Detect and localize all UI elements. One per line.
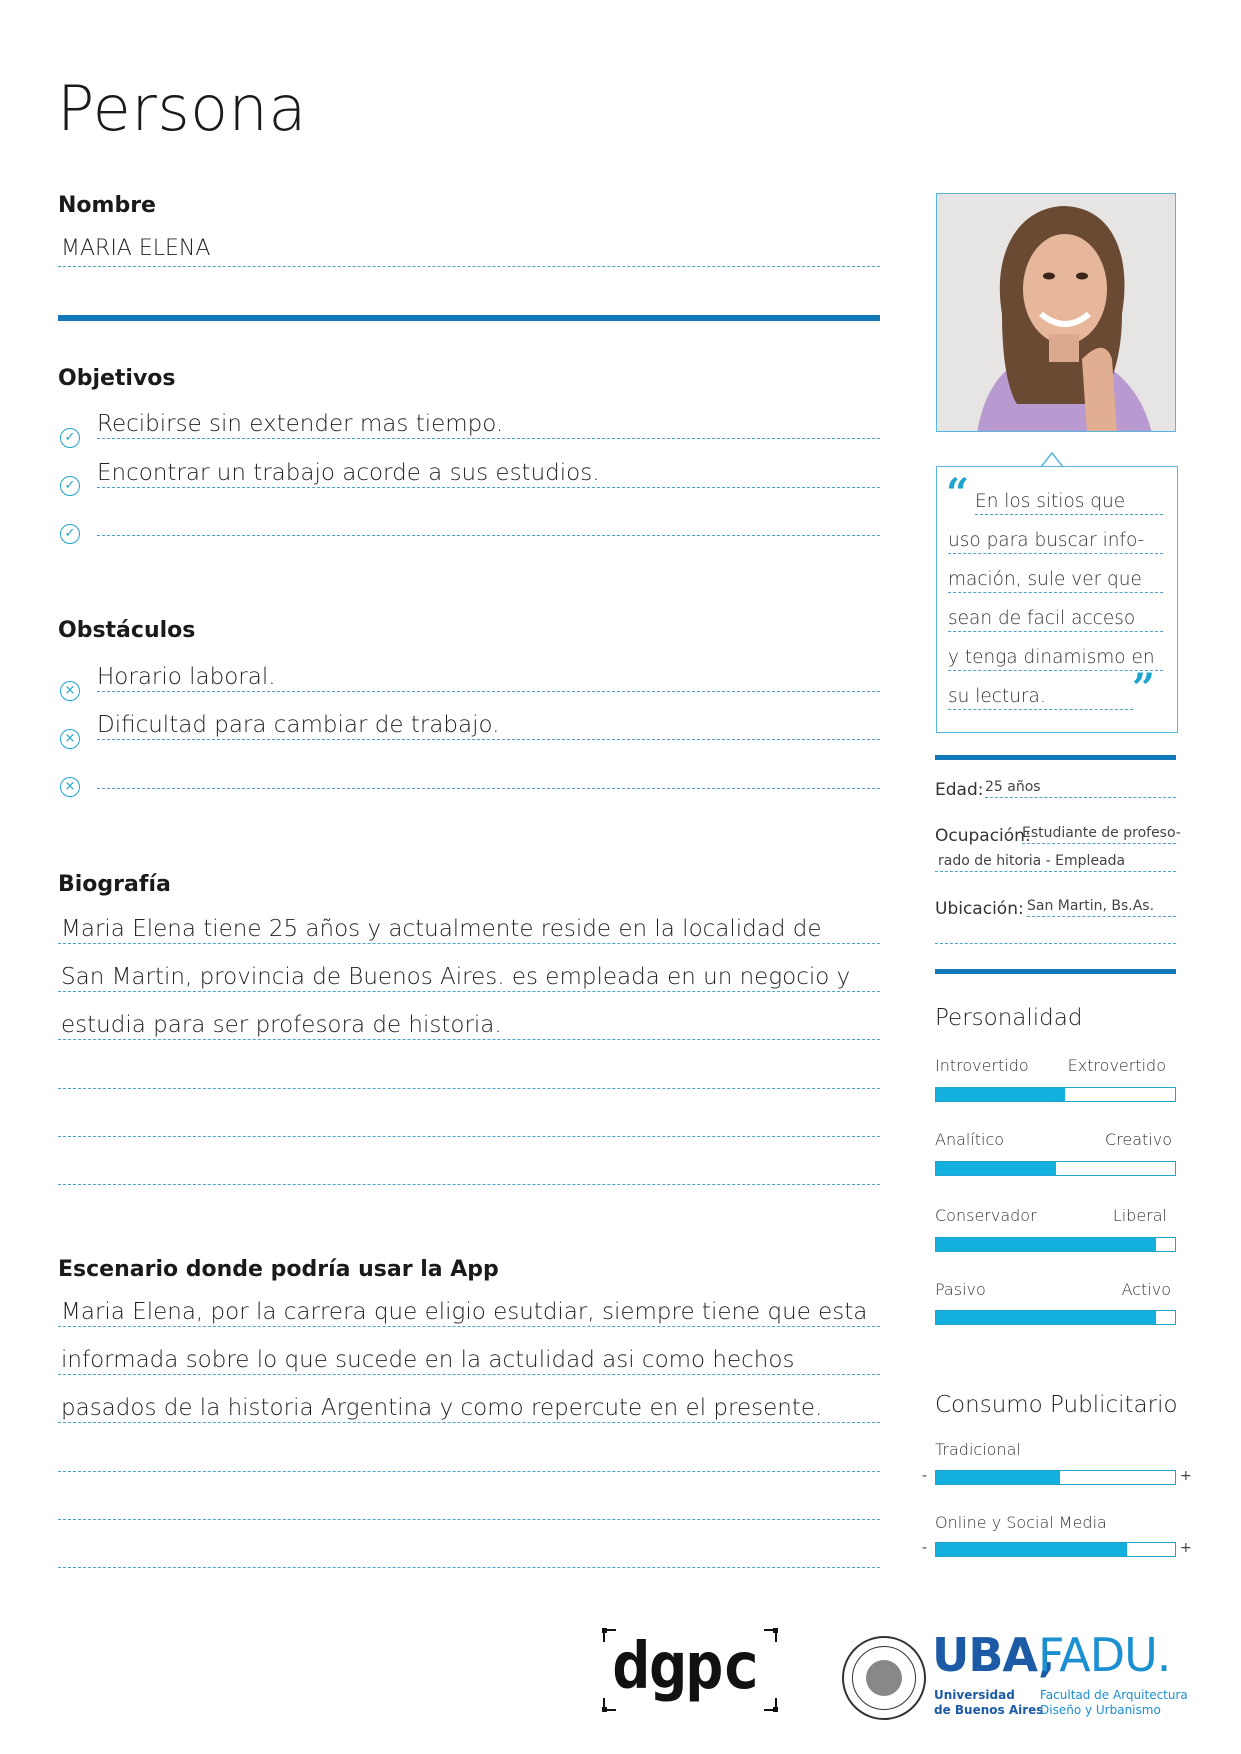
objetivos-label: Objetivos	[58, 366, 176, 391]
uba-wordmark: UBA,	[932, 1628, 1055, 1682]
slider-fill	[936, 1088, 1065, 1101]
minus-sign: -	[922, 1540, 928, 1556]
personality-slider[interactable]	[935, 1310, 1176, 1325]
nombre-field[interactable]	[58, 232, 880, 267]
escenario-line[interactable]	[58, 1441, 880, 1472]
plus-sign: +	[1180, 1468, 1192, 1484]
escenario-line[interactable]	[58, 1344, 880, 1375]
consumo-label: Online y Social Media	[935, 1513, 1107, 1532]
objetivo-field-3[interactable]	[97, 505, 880, 536]
quote-line	[948, 683, 1133, 710]
obstaculos-label: Obstáculos	[58, 618, 196, 643]
personality-slider[interactable]	[935, 1237, 1176, 1252]
fadu-wordmark: FADU.	[1038, 1628, 1171, 1682]
datos-bottom-bar	[935, 969, 1176, 974]
obstaculo-field-2[interactable]	[97, 709, 880, 740]
escenario-line[interactable]	[58, 1489, 880, 1520]
portrait-image	[937, 194, 1176, 432]
datos-top-bar	[935, 755, 1176, 760]
biografia-text: estudia para ser profesora de historia.	[61, 1012, 502, 1038]
ubicacion-field[interactable]	[1027, 896, 1176, 917]
edad-label: Edad:	[935, 780, 984, 800]
ubicacion-field-2[interactable]	[935, 923, 1176, 944]
biografia-text: Maria Elena tiene 25 años y actualmente reside en la localidad de	[61, 916, 822, 942]
objetivo-field-2[interactable]	[97, 457, 880, 488]
personalidad-title: Personalidad	[935, 1005, 1083, 1031]
obstaculo-text: Horario laboral.	[97, 664, 276, 690]
fadu-subtitle: Facultad de Arquitectura	[1040, 1688, 1188, 1702]
escenario-text: pasados de la historia Argentina y como repercute en el presente.	[61, 1395, 823, 1421]
minus-sign: -	[922, 1468, 928, 1484]
ocupacion-value: Estudiante de profeso-	[1022, 825, 1181, 841]
persona-photo	[936, 193, 1176, 432]
quote-text: mación, sule ver que	[948, 569, 1142, 590]
dgpc-text: dgpc	[612, 1630, 759, 1704]
biografia-line[interactable]	[58, 1154, 880, 1185]
biografia-line[interactable]	[58, 961, 880, 992]
biografia-line[interactable]	[58, 913, 880, 944]
objetivo-text: Recibirse sin extender mas tiempo.	[97, 411, 504, 437]
personality-slider[interactable]	[935, 1161, 1176, 1176]
scale-right-label: Creativo	[1104, 1130, 1172, 1149]
ocupacion-field[interactable]	[1022, 823, 1181, 844]
escenario-line[interactable]	[58, 1296, 880, 1327]
page-title: Persona	[57, 72, 307, 145]
consumo-label: Tradicional	[935, 1440, 1021, 1459]
obstaculo-field-1[interactable]	[97, 661, 880, 692]
check-icon: ✓	[60, 476, 80, 496]
ubicacion-value: San Martin, Bs.As.	[1027, 898, 1155, 914]
obstaculo-field-3[interactable]	[97, 758, 880, 789]
quote-line	[948, 527, 1163, 554]
biografia-line[interactable]	[58, 1009, 880, 1040]
slider-fill	[936, 1311, 1156, 1324]
consumo-title: Consumo Publicitario	[935, 1392, 1178, 1418]
scale-right-label: Liberal	[1112, 1206, 1167, 1225]
uba-subtitle: de Buenos Aires	[934, 1703, 1044, 1717]
ocupacion-label: Ocupación:	[935, 826, 1031, 846]
divider-bar	[58, 315, 880, 321]
objetivo-field-1[interactable]	[97, 408, 880, 439]
escenario-line[interactable]	[58, 1392, 880, 1423]
quote-line	[975, 488, 1163, 515]
dgpc-logo	[602, 1628, 778, 1712]
biografia-line[interactable]	[58, 1106, 880, 1137]
close-quote-icon: ”	[1132, 665, 1156, 712]
uba-subtitle: Universidad	[934, 1688, 1015, 1702]
nombre-value: MARIA ELENA	[61, 236, 211, 261]
quote-text: En los sitios que	[975, 491, 1126, 512]
check-icon: ✓	[60, 428, 80, 448]
fadu-subtitle: Diseño y Urbanismo	[1040, 1703, 1161, 1717]
nombre-label: Nombre	[58, 193, 156, 218]
quote-text: sean de facil acceso	[948, 608, 1136, 629]
scale-right-label: Activo	[1121, 1280, 1171, 1299]
escenario-line[interactable]	[58, 1537, 880, 1568]
quote-line	[948, 605, 1163, 632]
biografia-text: San Martin, provincia de Buenos Aires. es empleada en un negocio y	[61, 964, 851, 990]
check-icon: ✓	[60, 524, 80, 544]
escenario-text: Maria Elena, por la carrera que eligio esutdiar, siempre tiene que esta	[61, 1299, 868, 1325]
quote-text: uso para buscar info-	[948, 530, 1145, 551]
obstaculo-text: Dificultad para cambiar de trabajo.	[97, 712, 500, 738]
quote-line	[948, 644, 1163, 671]
plus-sign: +	[1180, 1540, 1192, 1556]
quote-line	[948, 566, 1163, 593]
open-quote-icon: “	[946, 470, 970, 517]
scale-left-label: Pasivo	[935, 1280, 986, 1299]
slider-fill	[936, 1543, 1127, 1556]
x-circle-icon: ×	[60, 681, 80, 701]
objetivo-text: Encontrar un trabajo acorde a sus estudios.	[97, 460, 600, 486]
biografia-line[interactable]	[58, 1058, 880, 1089]
escenario-text: informada sobre lo que sucede en la actulidad asi como hechos	[61, 1347, 795, 1373]
scale-right-label: Extrovertido	[1067, 1056, 1166, 1075]
escenario-label: Escenario donde podría usar la App	[58, 1257, 499, 1282]
slider-fill	[936, 1471, 1060, 1484]
uba-seal	[842, 1636, 926, 1720]
scale-left-label: Conservador	[935, 1206, 1037, 1225]
ocupacion-value: rado de hitoria - Empleada	[938, 853, 1126, 869]
consumo-slider[interactable]	[935, 1542, 1176, 1557]
ubicacion-label: Ubicación:	[935, 899, 1024, 919]
biografia-label: Biografía	[58, 872, 171, 897]
edad-value: 25 años	[985, 779, 1041, 795]
scale-left-label: Analítico	[935, 1130, 1005, 1149]
personality-slider[interactable]	[935, 1087, 1176, 1102]
quote-text: y tenga dinamismo en	[948, 647, 1155, 668]
slider-fill	[936, 1238, 1156, 1251]
edad-field[interactable]	[985, 777, 1176, 798]
x-circle-icon: ×	[60, 729, 80, 749]
scale-left-label: Introvertido	[935, 1056, 1029, 1075]
slider-fill	[936, 1162, 1056, 1175]
consumo-slider[interactable]	[935, 1470, 1176, 1485]
quote-text: su lectura.	[948, 686, 1046, 707]
x-circle-icon: ×	[60, 777, 80, 797]
ocupacion-field-2[interactable]	[935, 851, 1176, 872]
